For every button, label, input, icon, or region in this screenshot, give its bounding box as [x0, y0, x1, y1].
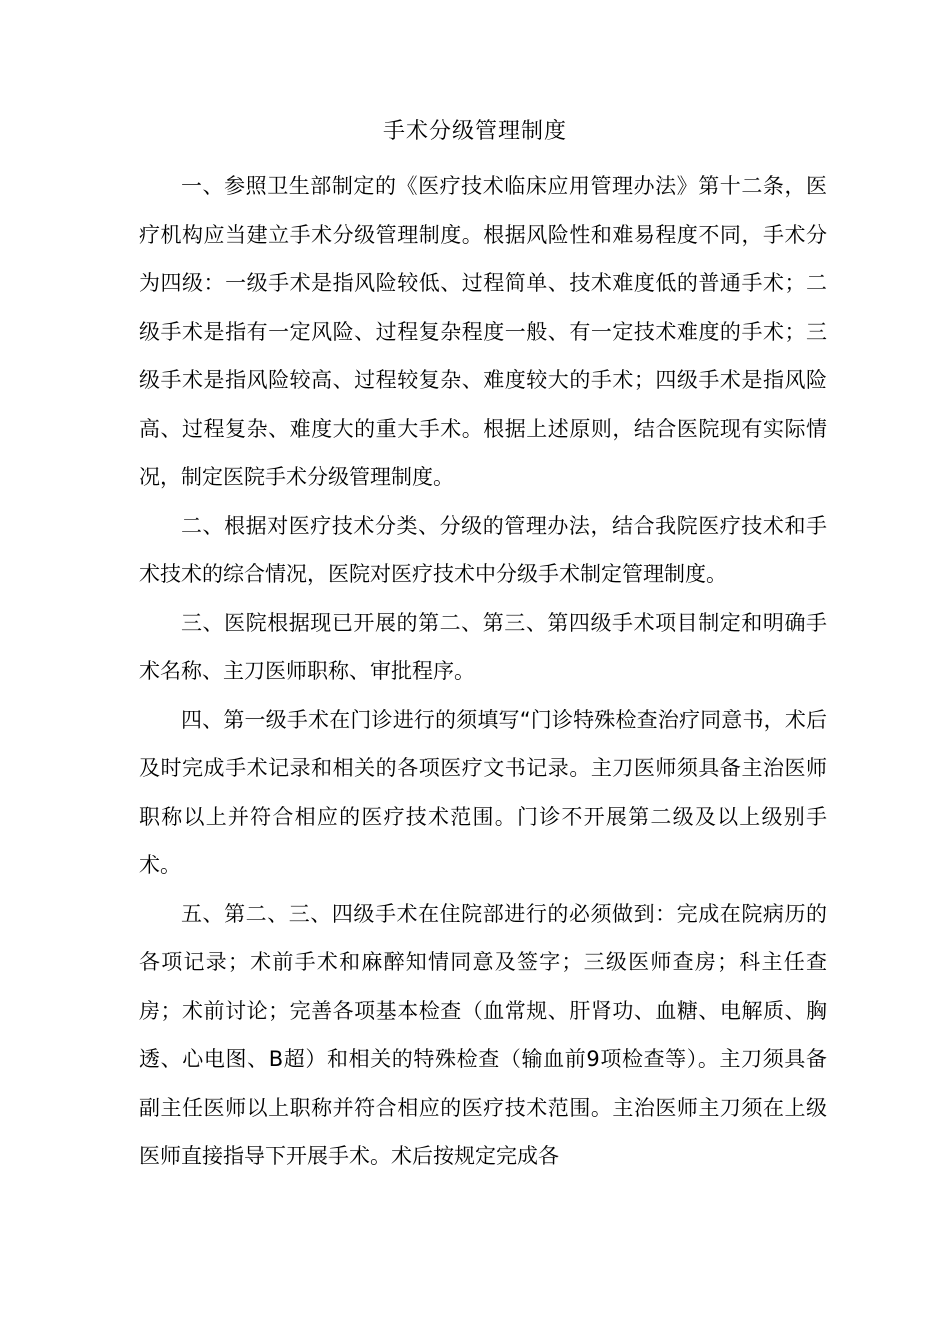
paragraph-4: 四、第一级手术在门诊进行的须填写“门诊特殊检查治疗同意书，术后及时完成手术记录和相关的各项医疗文书记录。主刀医师须具备主治医师职称以上并符合相应的医疗技术范围。门诊不开展第二级及以上级别手术。: [139, 707, 827, 877]
paragraph-1: 一、参照卫生部制定的《医疗技术临床应用管理办法》第十二条，医疗机构应当建立手术分级管理制度。根据风险性和难易程度不同，手术分为四级：一级手术是指风险较低、过程简单、技术难度低的普通手术；二级手术是指有一定风险、过程复杂程度一般、有一定技术难度的手术；三级手术是指风险较高、过程较复杂、难度较大的手术；四级手术是指风险高、过程复杂、难度大的重大手术。根据上述原则，结合医院现有实际情况，制定医院手术分级管理制度。: [139, 174, 827, 489]
paragraph-3: 三、医院根据现已开展的第二、第三、第四级手术项目制定和明确手术名称、主刀医师职称、审批程序。: [139, 610, 827, 683]
document-title: 手术分级管理制度: [382, 119, 567, 144]
paragraph-2: 二、根据对医疗技术分类、分级的管理办法，结合我院医疗技术和手术技术的综合情况，医院对医疗技术中分级手术制定管理制度。: [139, 513, 827, 586]
paragraph-5: 五、第二、三、四级手术在住院部进行的必须做到：完成在院病历的各项记录；术前手术和麻醉知情同意及签字；三级医师查房；科主任查房；术前讨论；完善各项基本检查（血常规、肝肾功、血糖、电解质、胸透、心电图、B超）和相关的特殊检查（输血前9项检查等）。主刀须具备副主任医师以上职称并符合相应的医疗技术范围。主治医师主刀须在上级医师直接指导下开展手术。术后按规定完成各: [139, 901, 827, 1168]
document-body: [139, 162, 827, 1181]
